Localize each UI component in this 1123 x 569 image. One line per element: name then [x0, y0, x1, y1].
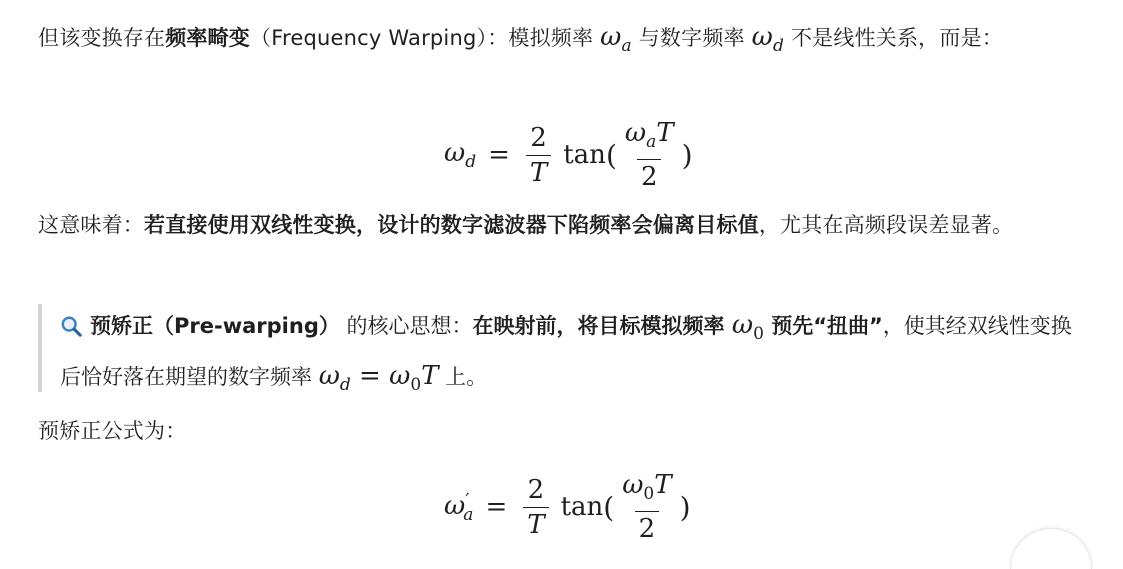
- bold-statement: 预先“扭曲”: [763, 314, 883, 338]
- text: ，使其经双线性变换后恰好落在期望的数字频率: [60, 314, 1072, 390]
- text: 与数字频率: [631, 26, 752, 50]
- eq-lhs: $\omega'_a$: [444, 489, 474, 525]
- text: 但该变换存在: [38, 26, 166, 50]
- bold-term: 频率畸变: [165, 26, 251, 50]
- scroll-to-bottom-button[interactable]: [1010, 528, 1092, 569]
- eq-inner-fraction: $\frac{\omega_aT}{2}$: [624, 118, 674, 192]
- math-omega-d: $\omega_d$: [751, 22, 785, 57]
- math-omega-a: $\omega_a$: [600, 22, 632, 57]
- eq-tan: tan: [563, 140, 606, 170]
- math-omega-0-T: $\omega_0T$: [389, 361, 439, 396]
- bold-statement: 若直接使用双线性变换，设计的数字滤波器下陷频率会偏离目标值: [144, 213, 759, 237]
- eq-lhs: $\omega_d$: [444, 138, 477, 172]
- eq-fraction: $\frac{2}{T}$: [523, 475, 548, 540]
- bold-statement: 在映射前，将目标模拟频率: [472, 314, 732, 338]
- eq-fraction: $\frac{2}{T}$: [526, 123, 551, 188]
- math-omega-d: $\omega_d$: [318, 361, 351, 396]
- equation-prewarp: [444, 470, 691, 544]
- search-icon: [60, 315, 82, 337]
- paragraph-frequency-warping: [38, 16, 1078, 67]
- eq-inner-fraction: $\frac{\omega_0T}{2}$: [622, 470, 672, 544]
- math-equals: =: [350, 361, 390, 392]
- text: 这意味着：: [38, 213, 144, 237]
- blockquote-prewarping: [38, 304, 1088, 396]
- paragraph-formula-intro: 预矫正公式为：: [38, 419, 187, 443]
- eq-lparen: (: [603, 490, 615, 524]
- text: （Frequency Warping）：模拟频率: [250, 26, 601, 50]
- bold-term: 预矫正（Pre-warping）: [90, 314, 340, 338]
- text: ，尤其在高频段误差显著。: [758, 213, 1014, 237]
- text: 不是线性关系，而是：: [784, 26, 1003, 50]
- eq-rparen: ): [679, 490, 691, 524]
- eq-tan: tan: [560, 492, 604, 522]
- text: 上。: [438, 365, 488, 390]
- eq-equals: =: [488, 140, 510, 170]
- math-omega-0: $\omega_0$: [731, 310, 764, 345]
- eq-rparen: ): [681, 138, 693, 172]
- paragraph-implication: [38, 204, 1083, 246]
- eq-lparen: (: [605, 138, 617, 172]
- eq-equals: =: [485, 492, 508, 522]
- text: 的核心思想：: [339, 314, 473, 338]
- equation-warping: [444, 118, 693, 192]
